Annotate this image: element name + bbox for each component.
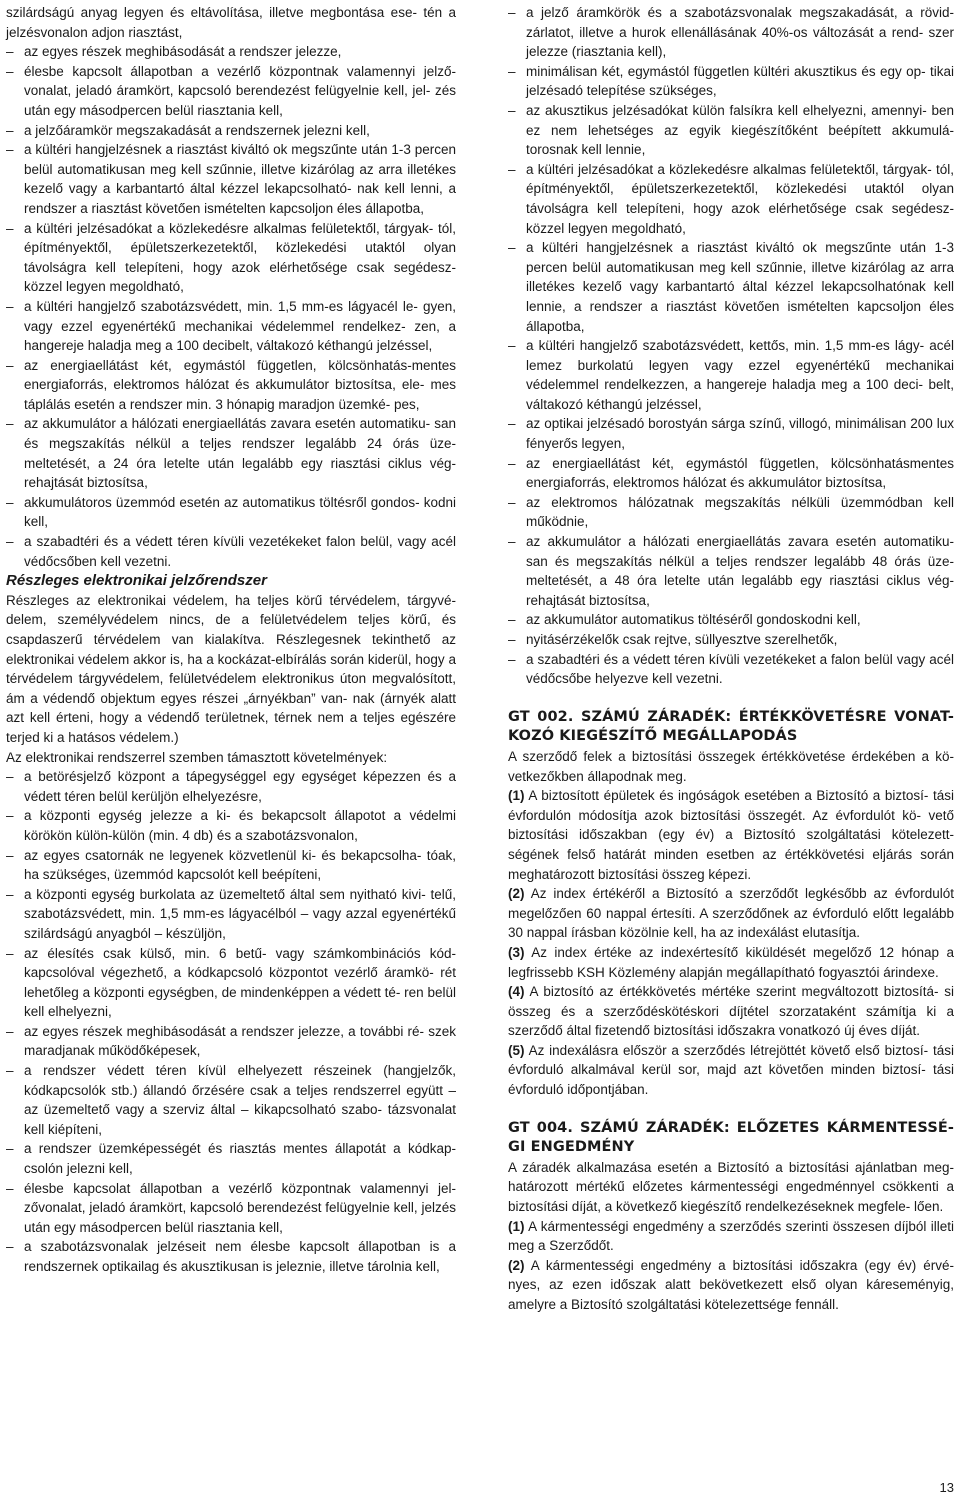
requirements-list-b: [6, 767, 456, 1276]
paragraph: Az elektronikai rendszerrel szemben támasztott követelmények:: [6, 749, 388, 765]
list-item: – az akkumulátor a hálózati energiaellátás zavara esetén automatiku- san és megszakítás nélkül a teljes rendszer legalább 24 órás üze- meltetését, a 24 óra letelte után legalább egy riasztási ciklus vég- rehajtását biztosítsa,: [6, 414, 456, 492]
list-item: – a központi egység burkolata az üzemeltető által sem nyitható kivi- telű, szabotázsvédett, min. 1,5 mm-es lágyacélból – vagy azzal egyenértékű szilárdságú anyagból – készüljön,: [6, 885, 456, 944]
list-item: – az energiaellátást két, egymástól független, kölcsönhatásmentes energiaforrás, elektromos hálózat és akkumulátor biztosítsa,: [508, 454, 954, 493]
clause-item-number: (3): [508, 944, 525, 960]
clause-item-text: A biztosított épületek és ingóságok esetében a Biztosító a biztosí- tási évfordulón módosítja azok biztosítási összegét. Az évfordulót kö- vető biztosítási időszakban (egy év) a Biztosító szolgáltatási kötelezett- ségének felső határát minden esetben az értékkövetési eljárás során meghatározott biztosítási összeg képezi.: [508, 788, 955, 882]
list-item: – az egyes részek meghibásodását a rendszer jelezze,: [6, 42, 456, 62]
list-item: – a rendszer védett téren kívül elhelyezett részeinek (hangjelzők, kódkapcsolók stb.) állandó őrzésére csak a teljes rendszerrel együtt – az üzemeltető vagy a szerviz által – kikapcsolható szabo- tázsvonalat kell kiépíteni,: [6, 1061, 456, 1139]
clause-gt004: [508, 1119, 954, 1315]
list-item: – az akkumulátor automatikus töltéséről gondoskodni kell,: [508, 610, 954, 630]
clause-item: [508, 786, 954, 884]
list-item: – minimálisan két, egymástól független kültéri akusztikus és egy op- tikai jelzésadó telepítése szükséges,: [508, 62, 954, 101]
page-number: 13: [939, 1480, 954, 1495]
clause-title: GT 004. SZÁMÚ ZÁRADÉK: ELŐZETES KÁRMENTESSÉ- GI ENGEDMÉNY: [508, 1119, 954, 1156]
clause-item: [508, 943, 954, 982]
list-item: – a jelző áramkörök és a szabotázsvonalak megszakadását, a rövid- zárlatot, illetve a hurok ellenállásának 40%-os változását a rend- szer jelezze (riasztania kell),: [508, 3, 954, 62]
list-item: – a jelzőáramkör megszakadását a rendszernek jelezni kell,: [6, 121, 456, 141]
list-item: – az élesítés csak külső, min. 6 betű- vagy számkombinációs kód- kapcsolóval végezhető, a kódkapcsoló központot vezérlő áramkö- rét lehetőleg a központi egységben, de mindenképpen a védett té- ren belül kell elhelyezni,: [6, 944, 456, 1022]
list-item: – a rendszer üzemképességét és riasztás mentes állapotát a kódkap- csolón jelezni kell,: [6, 1139, 456, 1178]
left-column: [6, 3, 456, 1277]
clause-item: [508, 1256, 954, 1315]
list-item: – az egyes részek meghibásodását a rendszer jelezze, a további ré- szek maradjanak működőképesek,: [6, 1022, 456, 1061]
list-item: – nyitásérzékelők csak rejtve, süllyesztve szerelhetők,: [508, 630, 954, 650]
clause-item-text: Az index értéke az indexértesítő kiküldését megelőző 12 hónap a legfrissebb KSH Közlemény alapján megállapítható fogyasztói árindexe.: [508, 944, 954, 980]
clause-item-number: (2): [508, 886, 525, 902]
clause-item-number: (1): [508, 1218, 525, 1234]
list-item: – az akusztikus jelzésadókat külön falsíkra kell elhelyezni, amennyi- ben ez nem lehetséges az egyik kiegészítőként beépített akkumulá- torosnak kell lennie,: [508, 101, 954, 160]
list-item: – a kültéri hangjelző szabotázsvédett, kettős, min. 1,5 mm-es lágy- acél lemez burkolatú legyen vagy ezzel egyenértékű mechanikai védelemmel rendelkezzen, a hangereje haladja meg a 100 deci- belt, váltakozó kéthangú jelzéssel,: [508, 336, 954, 414]
clause-item-text: A kármentességi engedmény a biztosítási időszakra (egy év) érvé- nyes, az ezen időszak alatt bekövetkezett első olyan káreseményig, amelyre a Biztosító szolgáltatási kötelezettsége fennáll.: [508, 1257, 954, 1312]
list-item: – akkumulátoros üzemmód esetén az automatikus töltésről gondos- kodni kell,: [6, 493, 456, 532]
clause-title: GT 002. SZÁMÚ ZÁRADÉK: ÉRTÉKKÖVETÉSRE VONAT- KOZÓ KIEGÉSZÍTŐ MEGÁLLAPODÁS: [508, 708, 954, 745]
clause-item-text: Az index értékéről a Biztosító a szerződőt legkésőbb az évfordulót megelőzően 60 nappal értesíti. A szerződőnek az évforduló előtt legalább 30 nappal írásban közölnie kell, ha az indexálást elutasítja.: [508, 886, 954, 941]
clause-item-number: (5): [508, 1042, 525, 1058]
clause-item-number: (1): [508, 788, 525, 804]
clause-item-number: (4): [508, 984, 525, 1000]
requirements-list-a: [6, 42, 456, 571]
list-item: – az optikai jelzésadó borostyán sárga színű, villogó, minimálisan 200 lux fényerős legyen,: [508, 414, 954, 453]
list-item: – az egyes csatornák ne legyenek közvetlenül ki- és bekapcsolha- tóak, ha szükséges, üzemmód kapcsolót kell beépíteni,: [6, 846, 456, 885]
list-item: – a kültéri jelzésadókat a közlekedésre alkalmas felületektől, tárgyak- tól, építményektől, épületszerkezetektől, közlekedési utaktól olyan távolságra kell telepíteni, hogy azok elérhetősége csak segédesz- közzel legyen megoldható,: [508, 160, 954, 238]
list-item: – az energiaellátást két, egymástól független, kölcsönhatás-mentes energiaforrás, elektromos hálózat és akkumulátor biztosítsa, ele- mes táplálás esetén a rendszer min. 3 hónapig maradjon üzemké- pes,: [6, 356, 456, 415]
paragraph: Részleges az elektronikai védelem, ha teljes körű térvédelem, tárgyvé- delem, személyvédelem nincs, de a felületvédelem teljes körű, és csapdaszerű térvédelem van kialakítva. Részlegesnek tekinthető az elektronikai védelem akkor is, ha a kockázat-elbírálás során kiderül, hogy a térvédelem tárgyvédelem, felületvédelem elektronikus úton megvalósított, ám a védendő objektum egyes részei „árnyékban” van- nak (árnyék alatt azt kell érteni, hogy a védendő területnek, térnek nem a teljes egészére terjed ki a hatásos védelem.): [6, 592, 456, 745]
clause-item: [508, 982, 954, 1041]
list-item: – a betörésjelző központ a tápegységgel egy egységet képezzen és a védett téren belül kerüljön elhelyezésre,: [6, 767, 456, 806]
requirements-list-c: [508, 3, 954, 689]
section-subheading: Részleges elektronikai jelzőrendszer: [6, 572, 267, 590]
list-item: – élesbe kapcsolt állapotban a vezérlő központnak valamennyi jelző- vonalat, jeladó áramkört, kapcsoló berendezést felügyelnie kell, jel- zés után egy másodpercen belül riasztania kell,: [6, 62, 456, 121]
intro-text: szilárdságú anyag legyen és eltávolítása, illetve megbontása ese- tén a jelzésvonalon adjon riasztást,: [6, 5, 456, 40]
clause-item-text: A biztosító az értékkövetés mértéke szerint megváltozott biztosítá- si összeg és a szerződéskötéskori díjtétel szorzataként számítja ki a szerződő által fizetendő biztosítási időszakra vonatkozó új éves díját.: [508, 984, 954, 1039]
list-item: – élesbe kapcsolat állapotban a vezérlő központnak valamennyi jel- zővonalat, jeladó áramkört, kapcsoló berendezést felügyelnie kell, jelzés után egy másodpercen belül riasztania kell,: [6, 1179, 456, 1238]
list-item: – a szabadtéri és a védett téren kívüli vezetékeket a falon belül vagy acél védőcsőbe helyezve kell vezetni.: [508, 650, 954, 689]
list-item: – az akkumulátor a hálózati energiaellátás zavara esetén automatiku- san és megszakítás nélkül a teljes rendszer legalább 48 órás üze- meltetését, a 48 óra letelte után legalább egy riasztási ciklus vég- rehajtását biztosítsa,: [508, 532, 954, 610]
right-column: [508, 3, 954, 1315]
list-item: – a kültéri hangjelzésnek a riasztást kiváltó ok megszűnte után 1-3 percen belül automatikusan meg kell szűnnie, illetve kizárólag az arra illetékes kezelő vagy karbantartó által kézzel lekapcsolhatónak kell lennie, a rendszer a riasztást követően ismételten kapcsoljon éles állapotba,: [508, 238, 954, 336]
list-item: – a kültéri hangjelzésnek a riasztást kiváltó ok megszűnte után 1-3 percen belül automatikusan meg kell szűnnie, illetve kizárólag az arra illetékes kezelő vagy a karbantartó által kézzel lekapcsolható- nak kell lenni, a rendszer a riasztást követően ismételten kapcsoljon éles állapotba,: [6, 140, 456, 218]
clause-item-text: Az indexálásra először a szerződés létrejöttét követő első biztosí- tási évforduló alkalmával kerül sor, majd azt követően minden biztosí- tási évforduló időpontjában.: [508, 1042, 954, 1098]
clause-item: [508, 1217, 954, 1256]
clause-item-number: (2): [508, 1257, 525, 1273]
list-item: – a szabadtéri és a védett téren kívüli vezetékeket falon belül, vagy acél védőcsőben kell vezetni.: [6, 532, 456, 571]
list-item: – a szabotázsvonalak jelzéseit nem élesbe kapcsolt állapotban is a rendszernek optikailag és akusztikusan is jeleznie, illetve tárolnia kell,: [6, 1237, 456, 1276]
clause-intro: A záradék alkalmazása esetén a Biztosító a biztosítási ajánlatban meg- határozott mértékű előzetes kármentességi engedménnyel csökkenti a biztosítási díját, a következő kiegészítő rendelkezéseknek megfele- lően.: [508, 1159, 954, 1215]
clause-intro: A szerződő felek a biztosítási összegek értékkövetése érdekében a kö- vetkezőkben állapodnak meg.: [508, 748, 954, 784]
clause-item: [508, 1041, 954, 1100]
list-item: – a kültéri jelzésadókat a közlekedésre alkalmas felületektől, tárgyak- tól, építményektől, épületszerkezetektől, közlekedési utaktól olyan távolságra kell telepíteni, hogy azok elérhetősége csak segédesz- közzel legyen megoldható,: [6, 219, 456, 297]
clause-item-text: A kármentességi engedmény a szerződés szerinti összesen díjból illeti meg a Szerződőt.: [508, 1218, 954, 1254]
list-item: – az elektromos hálózatnak megszakítás nélküli üzemmódban kell működnie,: [508, 493, 954, 532]
clause-item: [508, 884, 954, 943]
list-item: – a kültéri hangjelző szabotázsvédett, min. 1,5 mm-es lágyacél le- gyen, vagy ezzel egyenértékű mechanikai védelemmel rendelkez- zen, a hangereje haladja meg a 100 decibelt, váltakozó kéthangú jelzéssel,: [6, 297, 456, 356]
list-item: – a központi egység jelezze a ki- és bekapcsolt állapotot a védelmi körökön külön-külön (min. 4 db) és a szabotázsvonalon,: [6, 806, 456, 845]
clause-gt002: [508, 708, 954, 1100]
